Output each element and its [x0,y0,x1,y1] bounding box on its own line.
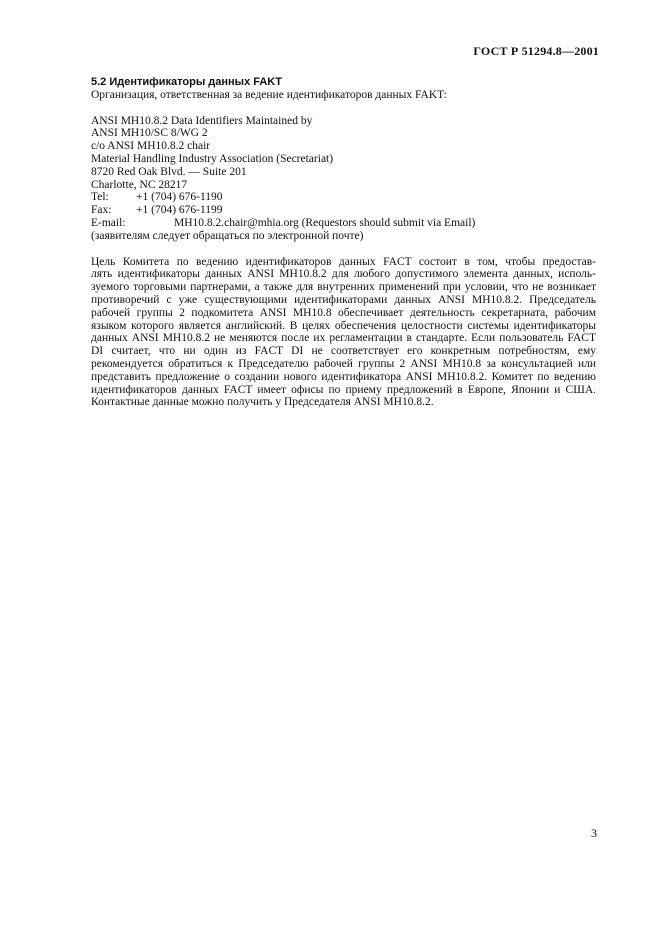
email-row [91,217,596,230]
fax-value: +1 (704) 676-1199 [136,204,223,217]
paragraph-line: данных ANSI MH10.8.2 не меняются после их регламентации в стандарте. Если пользователь FACT [91,332,596,345]
email-value: MH10.8.2.chair@mhia.org (Requestors should submit via Email) [174,216,476,229]
contact-line: ANSI MH10.8.2 Data Identifiers Maintained by [91,114,313,127]
paragraph-line: зуемого торговыми партнерами, а также для внутренних применений при условии, что не возникает [91,281,596,294]
paragraph-line: идентификаторов данных FACT имеет офисы по приему предложений в Европе, Японии и США. [91,383,596,396]
tel-row [91,191,596,204]
fax-row [91,204,596,217]
paragraph-line: представить предложение о создании нового идентификатора ANSI MH10.8.2. Комитет по ведению [91,370,596,383]
fax-label: Fax: [91,204,112,217]
contact-note: (заявителям следует обращаться по электронной почте) [91,229,364,242]
page-content [91,76,596,409]
body-paragraph [91,256,596,410]
paragraph-line: Контактные данные можно получить у Председателя ANSI MH10.8.2. [91,396,434,409]
contact-line: c/o ANSI MH10.8.2 chair [91,140,211,153]
contact-line: Material Handling Industry Association (Secretariat) [91,152,334,165]
spacer [91,102,596,115]
tel-value: +1 (704) 676-1190 [136,191,223,204]
section-intro: Организация, ответственная за ведение идентификаторов данных FAKT: [91,88,447,101]
paragraph-line: противоречий с уже существующими идентификаторами данных ANSI MH10.8.2. Председатель [91,293,596,306]
contact-block [91,115,596,243]
paragraph-line: рекомендуется обратиться к Председателю рабочей группы 2 ANSI MH10.8 за консультацией или [91,357,596,370]
document-standard-id: ГОСТ Р 51294.8—2001 [473,44,599,58]
contact-line: Charlotte, NC 28217 [91,178,188,191]
contact-line: ANSI MH10/SC 8/WG 2 [91,127,208,140]
page-number: 3 [591,826,597,840]
paragraph-line: языком которого является английский. В целях обеспечения целостности системы идентификаторы [91,319,596,332]
email-label: E-mail: [91,216,126,229]
section-heading: 5.2 Идентификаторы данных FAKT [91,76,282,88]
paragraph-line: лять идентификаторы данных ANSI MH10.8.2 для любого допустимого элемента данных, исполь- [91,268,596,281]
paragraph-line: рабочей группы 2 подкомитета ANSI MH10.8 обеспечивает деятельность секретариата, рабочим [91,306,596,319]
paragraph-line: Цель Комитета по ведению идентификаторов данных FACT состоит в том, чтобы предостав- [91,255,596,268]
tel-label: Tel: [91,191,109,204]
paragraph-line: DI считает, что ни один из FACT DI не соответствует его конкретным потребностям, ему [91,345,596,358]
contact-line: 8720 Red Oak Blvd. — Suite 201 [91,165,247,178]
